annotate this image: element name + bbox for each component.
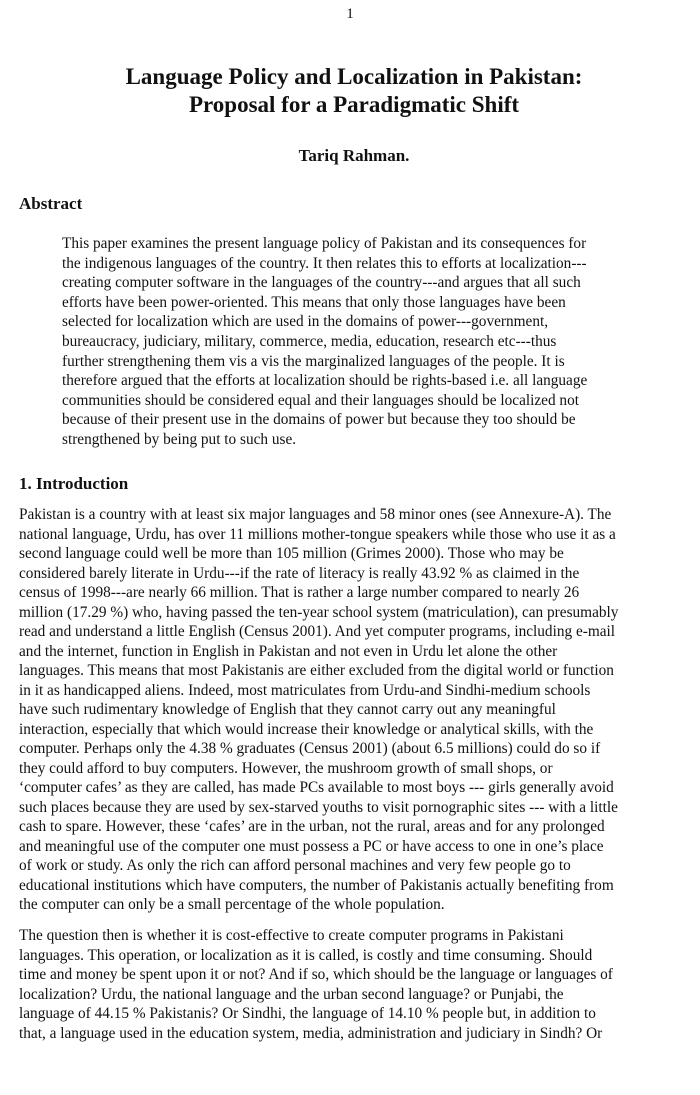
text-line: creating computer software in the languages of the country---and argues that all such [62,274,581,292]
text-line: This paper examines the present language policy of Pakistan and its consequences for [62,235,587,252]
text-line: second language could well be more than 105 million (Grimes 2000). Those who may be [19,545,564,562]
text-line: that, a language used in the education system, media, administration and judiciary in Sindh? Or [19,1024,603,1042]
text-line: languages. This operation, or localization as it is called, is costly and time consuming. Should [19,946,593,964]
text-line: Pakistan is a country with at least six major languages and 58 minor ones (see Annexure-A). The [19,506,612,523]
introduction-paragraph [19,926,689,1043]
text-line: further strengthening them vis a vis the marginalized languages of the people. It is [62,352,565,370]
text-line: million (17.29 %) who, having passed the ten-year school system (matriculation), can presumably [19,603,619,621]
title-line: Language Policy and Localization in Pakistan: [125,64,583,89]
text-line: language of 44.15 % Pakistanis? Or Sindhi, the language of 14.10 % people but, in addition to [19,1005,596,1022]
text-line: considered barely literate in Urdu---if the rate of literacy is really 43.92 % as claimed in the [19,564,580,582]
paper-title [0,63,700,119]
text-line: languages. This means that most Pakistanis are either excluded from the digital world or function [19,662,614,679]
text-line: communities should be considered equal and their languages should be localized not [62,391,579,409]
text-line: The question then is whether it is cost-effective to create computer programs in Pakistani [19,927,564,944]
text-line: therefore argued that the efforts at localization should be rights-based i.e. all language [62,372,588,390]
text-line: selected for localization which are used in the domains of power---government, [62,313,549,331]
abstract-heading: Abstract [19,194,83,213]
title-line: Proposal for a Paradigmatic Shift [188,92,520,117]
text-line: localization? Urdu, the national language and the urban second language? or Punjabi, the [19,985,564,1003]
author-name: Tariq Rahman. [298,146,410,165]
introduction-paragraph [19,505,689,915]
text-line: they could afford to buy computers. However, the mushroom growth of small shops, or [19,759,553,777]
text-line: ‘computer cafes’ as they are called, has made PCs available to most boys --- girls generally avoid [19,779,614,796]
text-line: and the internet, function in English in Pakistan and not even in Urdu let alone the other [19,642,558,660]
text-line: census of 1998---are nearly 66 million. That is rather a large number compared to nearly 26 [19,584,580,601]
abstract-body [62,234,662,450]
text-line: and meaningful use of the computer one must possess a PC or have access to one in one’s place [19,837,604,855]
page-number: 1 [346,6,354,22]
text-line: interaction, especially that which would increase their knowledge or analytical skills, with the [19,720,594,738]
text-line: read and understand a little English (Census 2001). And yet computer programs, including e-mail [19,623,616,640]
text-line: because of their present use in the domains of power but because they too should be [62,411,576,429]
text-line: efforts have been power-oriented. This means that only those languages have been [62,293,566,311]
text-line: strengthened by being put to such use. [62,430,297,448]
text-line: bureaucracy, judiciary, military, commerce, media, education, research etc---thus [62,332,557,350]
text-line: the indigenous languages of the country. It then relates this to efforts at localization--- [62,254,587,272]
text-line: computer. Perhaps only the 4.38 % graduates (Census 2001) (about 6.5 millions) could do so if [19,740,601,757]
introduction-heading: 1. Introduction [19,474,129,493]
text-line: educational institutions which have computers, the number of Pakistanis actually benefiting from [19,876,614,894]
text-line: national language, Urdu, has over 11 millions mother-tongue speakers while those who use it as a [19,525,616,543]
text-line: in it as handicapped aliens. Indeed, most matriculates from Urdu-and Sindhi-medium schools [19,681,591,699]
text-line: of work or study. As only the rich can afford personal machines and very few people go to [19,857,571,874]
text-line: time and money be spent upon it or not? And if so, which should be the language or languages of [19,966,613,983]
text-line: have such rudimentary knowledge of English that they cannot carry out any meaningful [19,701,556,718]
text-line: the computer can only be a small percentage of the whole population. [19,896,445,913]
text-line: such places because they are used by sex-starved youths to visit pornographic sites --- with a little [19,798,618,816]
text-line: cash to spare. However, these ‘cafes’ are in the urban, not the rural, areas and for any prolonged [19,818,605,835]
